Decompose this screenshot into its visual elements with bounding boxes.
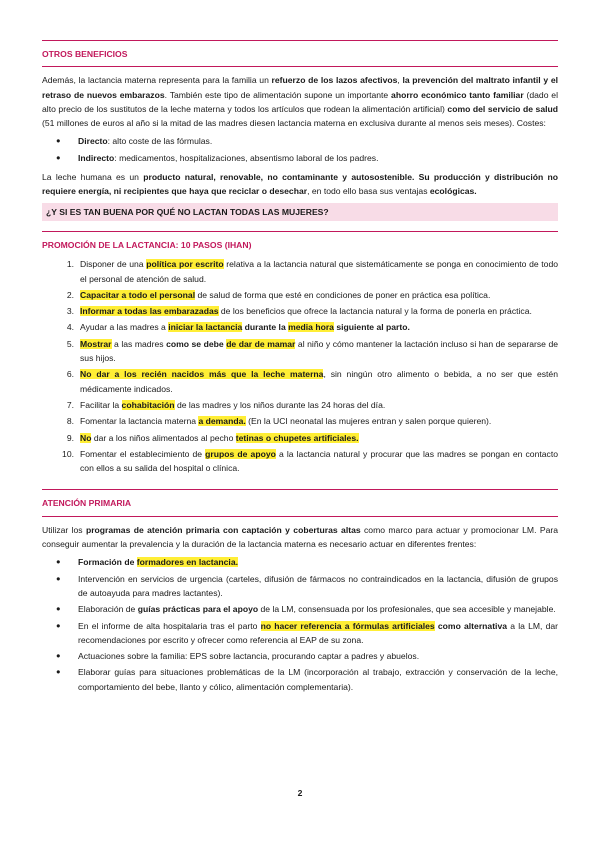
- section-divider: [42, 40, 558, 41]
- list-item: 5. Mostrar a las madres como se debe de dar de mamar al niño y cómo mantener la lactación incluso si han de separarse de sus hijos.: [66, 338, 559, 364]
- paragraph-primary-care: Utilizar los programas de atención primaria con captación y coberturas altas como marco para actuar y promocionar LM. Para conseguir aumentar la prevalencia y la duración de la lactancia materna es necesario actuar en diferentes frentes:: [42, 524, 558, 550]
- document-page: [42, 40, 558, 699]
- ten-steps-list: [42, 257, 558, 475]
- paragraph-benefits: Además, la lactancia materna representa para la familia un refuerzo de los lazos afectivos, la prevención del maltrato infantil y el retraso de nuevos embarazos. También este tipo de alimentación supone un importante ahorro económico tanto familiar (dado el alto precio de los sustitutos de la leche materna y todos los artículos que rodean la alimentación artificial) como del servicio de salud (51 millones de euros al año si la mitad de las madres diesen lactancia materna en exclusiva durante al menos seis meses). Costes:: [42, 75, 558, 129]
- list-item: 4. Ayudar a las madres a iniciar la lactancia durante la media hora siguiente al parto.: [66, 322, 410, 333]
- list-item: 3. Informar a todas las embarazadas de los beneficios que ofrece la lactancia natural y la forma de ponerla en práctica.: [66, 306, 532, 317]
- list-item: ● En el informe de alta hospitalaria tras el parto no hacer referencia a fórmulas artificiales como alternativa a la LM, dar recomendaciones por escrito y ofrecer como referencia al EAP de su zona.: [42, 619, 558, 648]
- question-box: ¿Y SI ES TAN BUENA POR QUÉ NO LACTAN TODAS LAS MUJERES?: [42, 203, 558, 221]
- list-item: ● Formación de formadores en lactancia.: [42, 555, 558, 569]
- list-item: 9. No dar a los niños alimentados al pecho tetinas o chupetes artificiales.: [66, 432, 359, 443]
- section-title-atencion-primaria: ATENCIÓN PRIMARIA: [42, 498, 132, 509]
- list-item: ● Elaborar guías para situaciones problemáticas de la LM (incorporación al trabajo, extracción y conservación de la leche, comportamiento del bebe, llanto y cólico, alimentación complementaria).: [42, 665, 558, 694]
- list-item: 1. Disponer de una política por escrito relativa a la lactancia natural que sistemáticamente se ponga en conocimiento de todo el personal de atención de salud.: [66, 259, 559, 284]
- list-item: ● Elaboración de guías prácticas para el apoyo de la LM, consensuada por los profesionales, que sea accesible y manejable.: [42, 602, 558, 616]
- list-item: ● Actuaciones sobre la familia: EPS sobre lactancia, procurando captar a padres y abuelos.: [42, 649, 558, 663]
- list-item: 10. Fomentar el establecimiento de grupos de apoyo a la lactancia natural y procurar que las madres se pongan en contacto con ellos a su salida del hospital o clínica.: [62, 448, 559, 474]
- list-item: ● Directo: alto coste de las fórmulas.: [42, 134, 558, 148]
- costs-list: [42, 134, 558, 165]
- list-item: 2. Capacitar a todo el personal de salud de forma que esté en condiciones de poner en práctica esa política.: [66, 289, 491, 300]
- paragraph-natural-product: La leche humana es un producto natural, renovable, no contaminante y autosostenible. Su producción y distribución no requiere energía, ni recipientes que haya que reciclar o desechar, en todo ello basa sus ventajas ecológicas.: [42, 172, 558, 197]
- list-item: 8. Fomentar la lactancia materna a demanda. (En la UCI neonatal las mujeres entran y salen porque quieren).: [66, 416, 492, 427]
- section-divider: [42, 231, 558, 232]
- list-item: 6. No dar a los recién nacidos más que la leche materna, sin ningún otro alimento o bebida, a no ser que estén médicamente indicados.: [66, 369, 558, 394]
- section-divider: [42, 489, 558, 490]
- list-item: ● Intervención en servicios de urgencia (carteles, difusión de fármacos no contraindicados en la lactancia, difusión de grupos de autoayuda para madres lactantes).: [42, 572, 558, 601]
- list-item: ● Indirecto: medicamentos, hospitalizaciones, absentismo laboral de los padres.: [42, 151, 558, 165]
- section-title-otros-beneficios: OTROS BENEFICIOS: [42, 49, 128, 59]
- page-number: 2: [297, 788, 303, 798]
- section-title-promocion: PROMOCIÓN DE LA LACTANCIA: 10 PASOS (IHAN): [42, 239, 252, 250]
- primary-care-list: [42, 555, 558, 694]
- list-item: 7. Facilitar la cohabitación de las madres y los niños durante las 24 horas del día.: [66, 399, 386, 410]
